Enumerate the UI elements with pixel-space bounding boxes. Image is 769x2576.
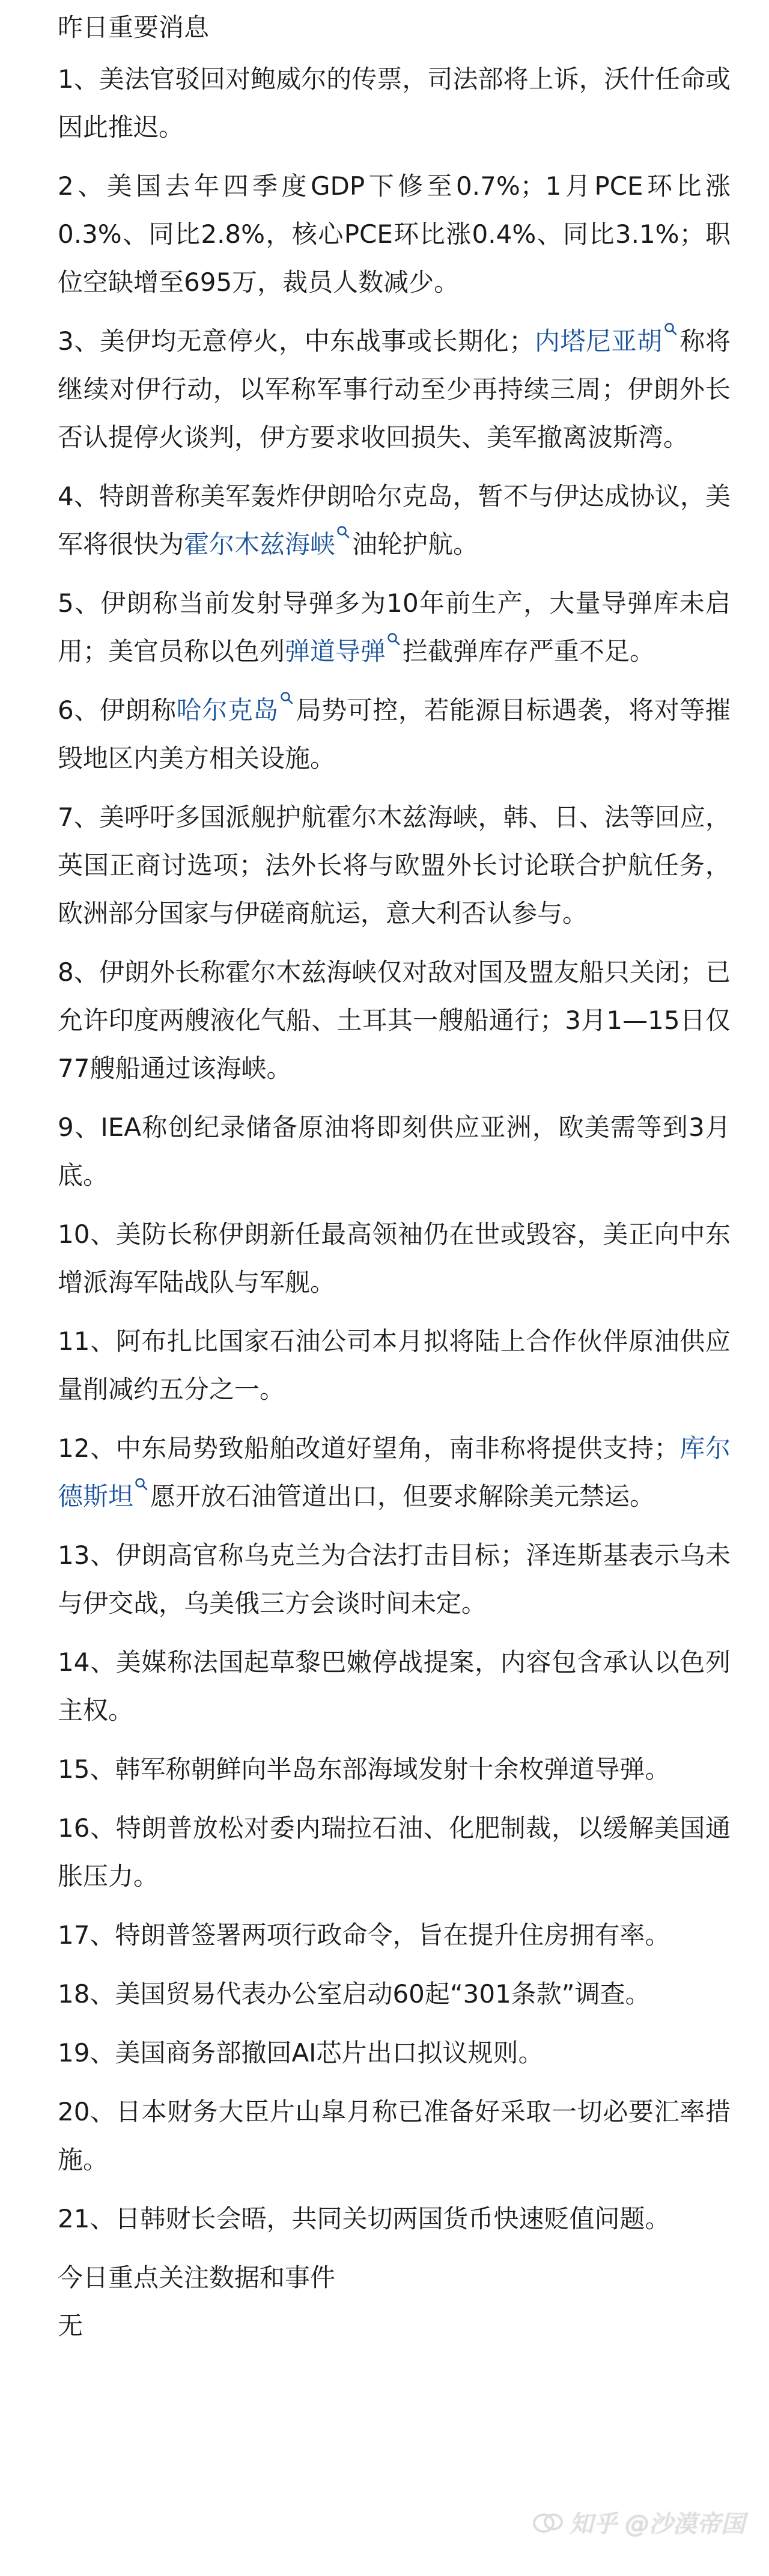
news-text: 20、日本财务大臣片山皐月称已准备好采取一切必要汇率措施。 <box>58 2097 731 2175</box>
news-text: 称将继续对伊行动，以军称军事行动至少再持续三周；伊朗外长否认提停火谈判，伊方要求收回损失、美军撤离波斯湾。 <box>58 326 731 452</box>
search-icon[interactable] <box>387 632 400 646</box>
news-item <box>58 2088 731 2184</box>
news-text: 13、伊朗高官称乌克兰为合法打击目标；泽连斯基表示乌未与伊交战，乌美俄三方会谈时间未定。 <box>58 1540 731 1618</box>
news-text: 6、伊朗称 <box>58 695 177 725</box>
news-item <box>58 686 731 783</box>
news-item <box>58 1970 731 2018</box>
news-item <box>58 1911 731 1959</box>
news-text: 11、阿布扎比国家石油公司本月拟将陆上合作伙伴原油供应量削减约五分之一。 <box>58 1326 731 1404</box>
news-text: 1、美法官驳回对鲍威尔的传票，司法部将上诉，沃什任命或因此推迟。 <box>58 64 731 142</box>
news-item <box>58 55 731 151</box>
news-text: 15、韩军称朝鲜向半岛东部海域发射十余枚弹道导弹。 <box>58 1754 670 1784</box>
news-item <box>58 579 731 676</box>
news-item <box>58 1210 731 1307</box>
search-icon[interactable] <box>280 691 293 704</box>
news-item <box>58 1103 731 1200</box>
news-item <box>58 1531 731 1628</box>
news-text: 14、美媒称法国起草黎巴嫩停战提案，内容包含承认以色列主权。 <box>58 1647 731 1725</box>
news-item <box>58 472 731 569</box>
news-text: 18、美国贸易代表办公室启动60起“301条款”调查。 <box>58 1979 651 2009</box>
watermark-text: 知乎 @沙漠帝国 <box>569 2510 745 2538</box>
news-text: 9、IEA称创纪录储备原油将即刻供应亚洲，欧美需等到3月底。 <box>58 1113 731 1190</box>
news-item <box>58 948 731 1093</box>
news-text: 19、美国商务部撤回AI芯片出口拟议规则。 <box>58 2038 544 2068</box>
keyword-link[interactable]: 内塔尼亚胡 <box>534 326 663 356</box>
search-icon[interactable] <box>336 525 350 539</box>
news-text: 愿开放石油管道出口，但要求解除美元禁运。 <box>150 1482 655 1511</box>
news-item <box>58 2029 731 2077</box>
news-item <box>58 317 731 462</box>
news-text: 16、特朗普放松对委内瑞拉石油、化肥制裁，以缓解美国通胀压力。 <box>58 1813 731 1891</box>
news-item <box>58 1638 731 1735</box>
watermark <box>532 2505 745 2539</box>
keyword-link[interactable]: 库尔德斯坦 <box>58 1433 731 1511</box>
news-text: 8、伊朗外长称霍尔木兹海峡仅对敌对国及盟友船只关闭；已允许印度两艘液化气船、土耳其一艘船通行；3月1—15日仅77艘船通过该海峡。 <box>58 957 731 1083</box>
news-item <box>58 162 731 307</box>
keyword-link[interactable]: 霍尔木兹海峡 <box>184 530 336 559</box>
today-focus-title: 今日重点关注数据和事件 <box>58 2263 336 2292</box>
news-item <box>58 2195 731 2243</box>
news-list <box>58 55 731 2243</box>
news-text: 17、特朗普签署两项行政命令，旨在提升住房拥有率。 <box>58 1920 670 1950</box>
news-text: 7、美呼吁多国派舰护航霍尔木兹海峡，韩、日、法等回应，英国正商讨选项；法外长将与欧盟外长讨论联合护航任务，欧洲部分国家与伊磋商航运，意大利否认参与。 <box>58 802 731 928</box>
news-text: 局势可控，若能源目标遇袭，将对等摧毁地区内美方相关设施。 <box>58 695 731 773</box>
news-item <box>58 1745 731 1793</box>
news-item <box>58 793 731 938</box>
news-text: 10、美防长称伊朗新任最高领袖仍在世或毁容，美正向中东增派海军陆战队与军舰。 <box>58 1219 731 1297</box>
news-text: 2、美国去年四季度GDP下修至0.7%；1月PCE环比涨0.3%、同比2.8%，核心PCE环比涨0.4%、同比3.1%；职位空缺增至695万，裁员人数减少。 <box>58 171 731 297</box>
search-icon[interactable] <box>135 1477 148 1491</box>
zhihu-logo-icon <box>532 2509 565 2536</box>
section-title: 昨日重要消息 <box>58 13 210 42</box>
news-text: 21、日韩财长会晤，共同关切两国货币快速贬值问题。 <box>58 2204 670 2233</box>
news-text: 3、美伊均无意停火，中东战事或长期化； <box>58 326 535 356</box>
news-item <box>58 1804 731 1900</box>
search-icon[interactable] <box>664 322 677 335</box>
news-text: 拦截弹库存严重不足。 <box>403 636 655 666</box>
keyword-link[interactable]: 弹道导弹 <box>285 636 386 666</box>
news-text: 12、中东局势致船舶改道好望角，南非称将提供支持； <box>58 1433 679 1463</box>
news-item <box>58 1424 731 1521</box>
news-text: 4、特朗普称美军轰炸伊朗哈尔克岛，暂不与伊达成协议，美军将很快为 <box>58 481 731 559</box>
news-text: 油轮护航。 <box>352 530 479 559</box>
news-text: 5、伊朗称当前发射导弹多为10年前生产，大量导弹库未启用；美官员称以色列 <box>58 588 731 666</box>
news-item <box>58 1317 731 1414</box>
article-body <box>58 4 731 2350</box>
keyword-link[interactable]: 哈尔克岛 <box>176 695 279 725</box>
today-focus-content: 无 <box>58 2311 84 2340</box>
